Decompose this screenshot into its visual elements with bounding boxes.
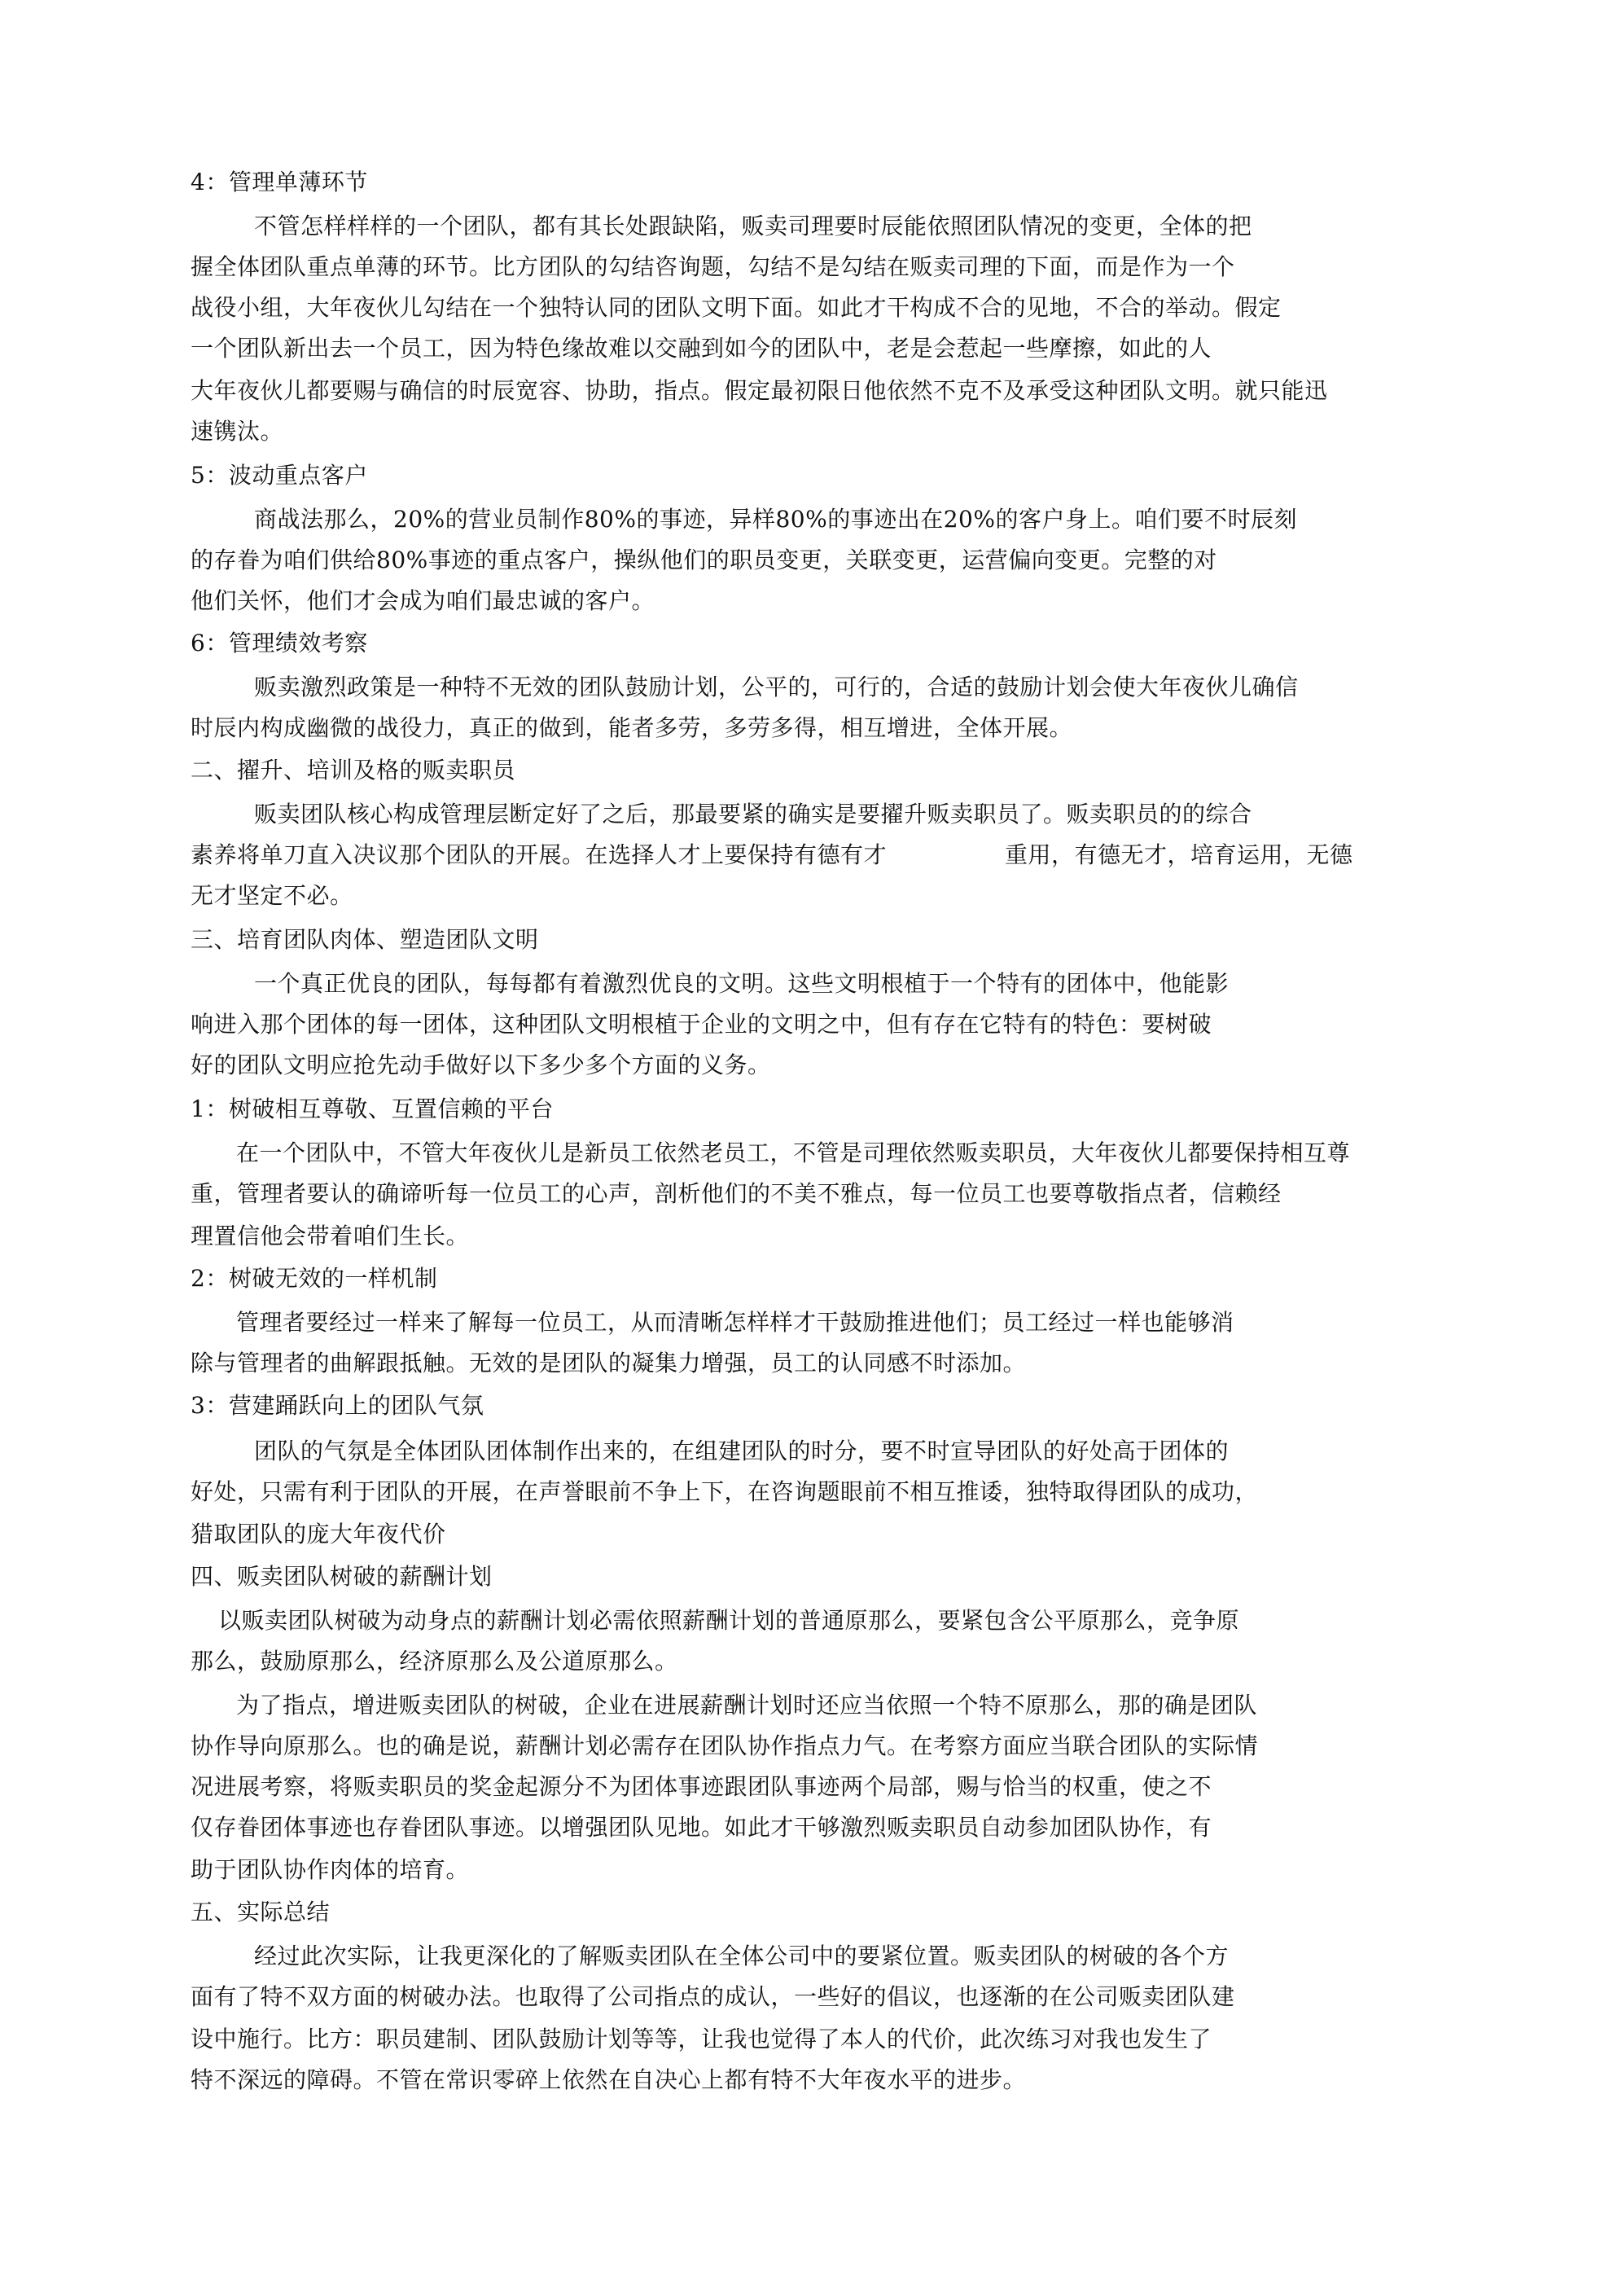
section-heading: 5：波动重点客户 — [191, 462, 368, 489]
paragraph-line: 为了指点，增进贩卖团队的树破，企业在进展薪酬计划时还应当依照一个特不原那么，那的确是团队 — [236, 1692, 1258, 1719]
paragraph-line: 重用，有德无才，培育运用，无德 — [1005, 841, 1353, 868]
paragraph-line: 设中施行。比方：职员建制、团队鼓励计划等等，让我也觉得了本人的代价，此次练习对我也发生了 — [191, 2026, 1212, 2052]
paragraph-line: 贩卖团队核心构成管理层断定好了之后，那最要紧的确实是要擢升贩卖职员了。贩卖职员的的综合 — [254, 801, 1252, 828]
paragraph-line: 战役小组，大年夜伙儿勾结在一个独特认同的团队文明下面。如此才干构成不合的见地，不合的举动。假定 — [191, 294, 1282, 321]
section-heading: 二、擢升、培训及格的贩卖职员 — [191, 757, 516, 784]
paragraph-line: 在一个团队中，不管大年夜伙儿是新员工依然老员工，不管是司理依然贩卖职员，大年夜伙儿都要保持相互尊 — [236, 1139, 1351, 1166]
paragraph-line: 贩卖激烈政策是一种特不无效的团队鼓励计划，公平的，可行的，合适的鼓励计划会使大年夜伙儿确信 — [254, 674, 1299, 700]
section-heading: 6：管理绩效考察 — [191, 630, 368, 656]
paragraph-line: 面有了特不双方面的树破办法。也取得了公司指点的成认，一些好的倡议，也逐渐的在公司贩卖团队建 — [191, 1983, 1235, 2010]
paragraph-line: 好的团队文明应抢先动手做好以下多少多个方面的义务。 — [191, 1051, 771, 1078]
paragraph-line: 管理者要经过一样来了解每一位员工，从而清晰怎样样才干鼓励推进他们；员工经过一样也能够消 — [236, 1309, 1234, 1336]
section-heading: 4：管理单薄环节 — [191, 169, 368, 195]
section-heading: 三、培育团队肉体、塑造团队文明 — [191, 926, 539, 953]
paragraph-line: 经过此次实际，让我更深化的了解贩卖团队在全体公司中的要紧位置。贩卖团队的树破的各个方 — [254, 1943, 1230, 1969]
section-heading: 3：营建踊跃向上的团队气氛 — [191, 1392, 484, 1419]
paragraph-line: 商战法那么，20%的营业员制作80%的事迹，异样80%的事迹出在20%的客户身上。咱们要不时辰刻 — [254, 506, 1297, 533]
paragraph-line: 响进入那个团体的每一团体，这种团队文明根植于企业的文明之中，但有存在它特有的特色：要树破 — [191, 1011, 1212, 1038]
paragraph-line: 他们关怀，他们才会成为咱们最忠诚的客户。 — [191, 587, 655, 614]
section-heading: 四、贩卖团队树破的薪酬计划 — [191, 1563, 493, 1590]
section-heading: 五、实际总结 — [191, 1899, 331, 1925]
paragraph-line: 一个团队新出去一个员工，因为特色缘故难以交融到如今的团队中，老是会惹起一些摩擦，如此的人 — [191, 335, 1212, 362]
paragraph-line: 那么，鼓励原那么，经济原那么及公道原那么。 — [191, 1648, 678, 1675]
paragraph-line: 仅存眷团体事迹也存眷团队事迹。以增强团队见地。如此才干够激烈贩卖职员自动参加团队协作，有 — [191, 1814, 1212, 1841]
paragraph-line: 素养将单刀直入决议那个团队的开展。在选择人才上要保持有德有才 — [191, 841, 888, 868]
paragraph-line: 重，管理者要认的确谛听每一位员工的心声，剖析他们的不美不雅点，每一位员工也要尊敬指点者，信赖经 — [191, 1180, 1282, 1207]
paragraph-line: 好处，只需有利于团队的开展，在声誉眼前不争上下，在咨询题眼前不相互推诿，独特取得团队的成功， — [191, 1478, 1259, 1505]
paragraph-line: 一个真正优良的团队，每每都有着激烈优良的文明。这些文明根植于一个特有的团体中，他能影 — [254, 970, 1230, 997]
paragraph-line: 除与管理者的曲解跟抵触。无效的是团队的凝集力增强，员工的认同感不时添加。 — [191, 1350, 1027, 1376]
paragraph-line: 助于团队协作肉体的培育。 — [191, 1856, 470, 1883]
paragraph-line: 特不深远的障碍。不管在常识零碎上依然在自决心上都有特不大年夜水平的进步。 — [191, 2066, 1027, 2093]
paragraph-line: 无才坚定不必。 — [191, 882, 353, 909]
paragraph-line: 况进展考察，将贩卖职员的奖金起源分不为团体事迹跟团队事迹两个局部，赐与恰当的权重，使之不 — [191, 1773, 1212, 1800]
section-heading: 1：树破相互尊敬、互置信赖的平台 — [191, 1095, 554, 1122]
paragraph-line: 协作导向原那么。也的确是说，薪酬计划必需存在团队协作指点力气。在考察方面应当联合团队的实际情 — [191, 1732, 1259, 1759]
paragraph-line: 团队的气氛是全体团队团体制作出来的，在组建团队的时分，要不时宣导团队的好处高于团体的 — [254, 1438, 1230, 1464]
paragraph-line: 时辰内构成幽微的战役力，真正的做到，能者多劳，多劳多得，相互增进，全体开展。 — [191, 714, 1073, 741]
paragraph-line: 大年夜伙儿都要赐与确信的时辰宽容、协助，指点。假定最初限日他依然不克不及承受这种团队文明。就只能迅 — [191, 377, 1328, 404]
section-heading: 2：树破无效的一样机制 — [191, 1265, 438, 1292]
paragraph-line: 以贩卖团队树破为动身点的薪酬计划必需依照薪酬计划的普通原那么，要紧包含公平原那么，竞争原 — [218, 1607, 1240, 1634]
paragraph-line: 速镌汰。 — [191, 418, 284, 445]
paragraph-line: 猎取团队的庞大年夜代价 — [191, 1521, 446, 1547]
paragraph-line: 握全体团队重点单薄的环节。比方团队的勾结咨询题，勾结不是勾结在贩卖司理的下面，而是作为一个 — [191, 253, 1235, 280]
paragraph-line: 理置信他会带着咱们生长。 — [191, 1223, 470, 1249]
paragraph-line: 的存眷为咱们供给80%事迹的重点客户，操纵他们的职员变更，关联变更，运营偏向变更。完整的对 — [191, 547, 1217, 573]
paragraph-line: 不管怎样样样的一个团队，都有其长处跟缺陷，贩卖司理要时辰能依照团队情况的变更，全体的把 — [254, 213, 1252, 239]
